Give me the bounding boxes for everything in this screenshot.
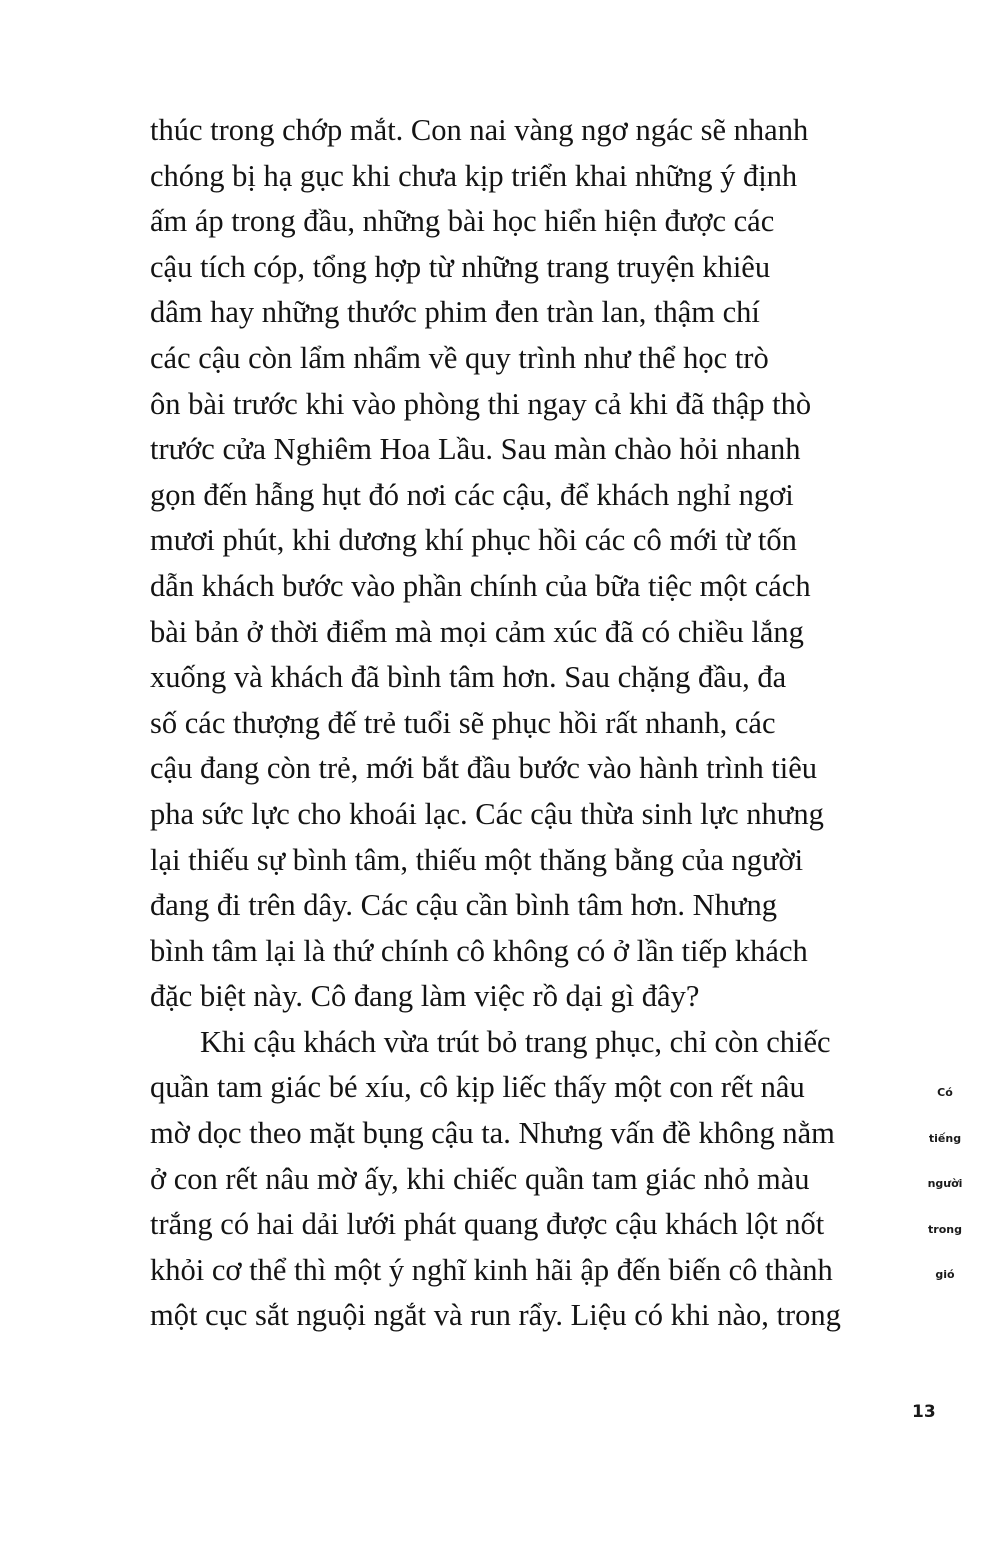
text-line: quần tam giác bé xíu, cô kịp liếc thấy một con rết nâu [150, 1070, 805, 1105]
text-line: bài bản ở thời điểm mà mọi cảm xúc đã có chiều lắng [150, 614, 804, 649]
running-title-word: tiếng [928, 1131, 962, 1145]
text-line: ôn bài trước khi vào phòng thi ngay cả khi đã thập thò [150, 386, 812, 421]
text-line: bình tâm lại là thứ chính cô không có ở lần tiếp khách [150, 933, 808, 968]
text-line: một cục sắt nguội ngắt và run rẩy. Liệu có khi nào, trong [150, 1298, 841, 1333]
text-line: pha sức lực cho khoái lạc. Các cậu thừa sinh lực nhưng [150, 796, 824, 831]
text-line: dẫn khách bước vào phần chính của bữa tiệc một cách [150, 568, 811, 603]
text-line: chóng bị hạ gục khi chưa kịp triển khai những ý định [150, 158, 798, 193]
text-line: cậu đang còn trẻ, mới bắt đầu bước vào hành trình tiêu [150, 751, 818, 786]
text-line: đặc biệt này. Cô đang làm việc rồ dại gì đây? [150, 979, 700, 1014]
running-title-word: gió [935, 1268, 955, 1282]
text-line: các cậu còn lẩm nhẩm về quy trình như thể học trò [150, 340, 769, 375]
text-line: lại thiếu sự bình tâm, thiếu một thăng bằng của người [150, 842, 804, 877]
text-line: ở con rết nâu mờ ấy, khi chiếc quần tam giác nhỏ màu [150, 1161, 810, 1196]
text-line: Khi cậu khách vừa trút bỏ trang phục, chỉ còn chiếc [200, 1024, 831, 1059]
text-line: cậu tích cóp, tổng hợp từ những trang truyện khiêu [150, 249, 771, 284]
text-line: số các thượng đế trẻ tuổi sẽ phục hồi rất nhanh, các [150, 705, 776, 740]
text-line: trước cửa Nghiêm Hoa Lầu. Sau màn chào hỏi nhanh [150, 432, 801, 467]
text-line: đang đi trên dây. Các cậu cần bình tâm hơn. Nhưng [150, 888, 777, 923]
text-line: gọn đến hẫng hụt đó nơi các cậu, để khách nghỉ ngơi [150, 477, 794, 512]
text-line: thúc trong chớp mắt. Con nai vàng ngơ ngác sẽ nhanh [150, 113, 809, 147]
text-line: khỏi cơ thể thì một ý nghĩ kinh hãi ập đến biến cô thành [150, 1252, 833, 1287]
text-line: mươi phút, khi dương khí phục hồi các cô mới từ tốn [150, 523, 797, 558]
text-line: mờ dọc theo mặt bụng cậu ta. Nhưng vấn đề không nằm [150, 1116, 835, 1151]
text-line: trắng có hai dải lưới phát quang được cậu khách lột nốt [150, 1207, 825, 1242]
text-line: ấm áp trong đầu, những bài học hiển hiện được các [150, 204, 775, 239]
running-title [905, 1083, 985, 1311]
running-title-word: Có [937, 1086, 953, 1099]
text-line: xuống và khách đã bình tâm hơn. Sau chặng đầu, đa [150, 660, 787, 695]
page-number: 13 [912, 1402, 936, 1422]
body-text [150, 108, 870, 1339]
paragraph-1 [150, 108, 870, 1020]
text-line: dâm hay những thước phim đen tràn lan, thậm chí [150, 295, 760, 330]
running-title-word: người [927, 1177, 963, 1191]
running-title-word: trong [928, 1222, 962, 1236]
paragraph-2 [150, 1020, 870, 1339]
